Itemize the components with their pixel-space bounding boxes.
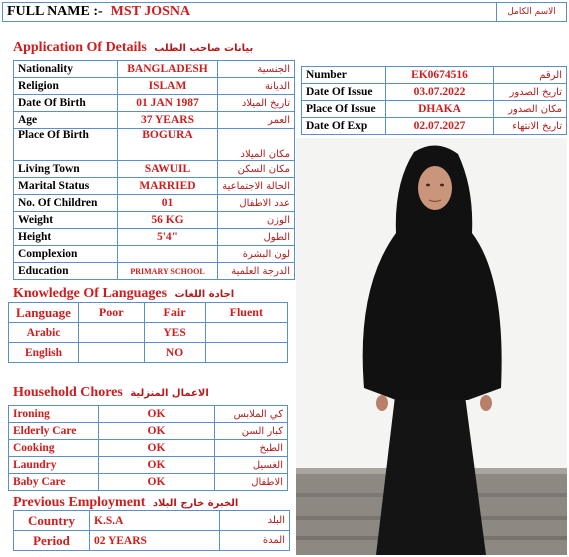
employment-value: 02 YEARS (90, 531, 220, 551)
chore-label: Laundry (9, 457, 99, 474)
table-row (14, 95, 295, 112)
row-label: No. Of Children (14, 195, 118, 212)
full-name-header (2, 2, 567, 22)
employment-title: Previous Employment (13, 495, 146, 510)
language-fluent (205, 343, 287, 363)
employment-arabic-title: الخبرة خارج البلاد (152, 498, 239, 509)
row-arabic-label: لون البشرة (218, 246, 295, 263)
full-name-value: MST JOSNA (110, 4, 191, 19)
language-name: Arabic (9, 323, 79, 343)
row-arabic-label: تاريخ الميلاد (218, 95, 295, 112)
row-value: 5'4" (118, 229, 218, 246)
employment-label: Country (14, 511, 90, 531)
application-title: Application Of Details (13, 40, 147, 55)
table-row (14, 161, 295, 178)
applicant-photo (296, 138, 567, 555)
table-row (14, 212, 295, 229)
table-row (9, 457, 288, 474)
language-name: English (9, 343, 79, 363)
row-value: 03.07.2022 (386, 84, 494, 101)
chore-arabic-label: الطبخ (215, 440, 288, 457)
table-row (14, 246, 295, 263)
chores-table (8, 405, 288, 491)
table-row (14, 229, 295, 246)
row-arabic-label: الوزن (218, 212, 295, 229)
row-label: Place Of Issue (302, 101, 386, 118)
row-arabic-label: مكان الصدور (494, 101, 567, 118)
employment-label: Period (14, 531, 90, 551)
row-arabic-label: الديانة (218, 78, 295, 95)
table-row (14, 531, 290, 551)
table-row (14, 129, 295, 161)
row-label: Religion (14, 78, 118, 95)
row-value: 56 KG (118, 212, 218, 229)
chore-value: OK (99, 474, 215, 491)
row-value (118, 246, 218, 263)
table-row (14, 78, 295, 95)
row-arabic-label: الرقم (494, 67, 567, 84)
row-value: PRIMARY SCHOOL (118, 263, 218, 280)
chore-arabic-label: الغسيل (215, 457, 288, 474)
table-row (9, 423, 288, 440)
table-row (302, 84, 567, 101)
full-name-label: FULL NAME :- (7, 4, 103, 19)
chore-label: Baby Care (9, 474, 99, 491)
table-row (9, 440, 288, 457)
row-label: Living Town (14, 161, 118, 178)
row-arabic-label: عدد الاطفال (218, 195, 295, 212)
employment-value: K.S.A (90, 511, 220, 531)
table-row (9, 343, 288, 363)
table-header-row (9, 303, 288, 323)
chore-value: OK (99, 457, 215, 474)
row-value: BOGURA (118, 129, 218, 161)
row-value: EK0674516 (386, 67, 494, 84)
header-poor: Poor (79, 303, 145, 323)
row-label: Complexion (14, 246, 118, 263)
row-label: Marital Status (14, 178, 118, 195)
table-row (9, 406, 288, 423)
row-label: Education (14, 263, 118, 280)
table-row (14, 263, 295, 280)
table-row (14, 178, 295, 195)
chore-value: OK (99, 440, 215, 457)
row-value: 02.07.2027 (386, 118, 494, 135)
row-value: ISLAM (118, 78, 218, 95)
header-fluent: Fluent (205, 303, 287, 323)
chores-title: Household Chores (13, 385, 123, 400)
row-label: Number (302, 67, 386, 84)
row-label: Nationality (14, 61, 118, 78)
chore-label: Ironing (9, 406, 99, 423)
application-arabic-title: بيانات صاحب الطلب (154, 43, 254, 54)
row-label: Date Of Exp (302, 118, 386, 135)
languages-section-title (13, 286, 234, 302)
chore-arabic-label: كي الملابس (215, 406, 288, 423)
languages-title: Knowledge Of Languages (13, 286, 168, 301)
employment-arabic-label: المدة (220, 531, 290, 551)
table-row (302, 118, 567, 135)
row-arabic-label: الطول (218, 229, 295, 246)
chores-arabic-title: الاعمال المنزلية (130, 388, 209, 399)
table-row (9, 474, 288, 491)
languages-arabic-title: اجادة اللغات (174, 289, 235, 300)
chores-section-title (13, 385, 209, 401)
employment-section-title (13, 495, 238, 511)
row-value: 01 (118, 195, 218, 212)
language-fair: YES (144, 323, 205, 343)
row-value: SAWUIL (118, 161, 218, 178)
row-arabic-label: مكان السكن (218, 161, 295, 178)
language-poor (79, 323, 145, 343)
row-arabic-label: الدرجة العلمية (218, 263, 295, 280)
chore-value: OK (99, 423, 215, 440)
row-value: MARRIED (118, 178, 218, 195)
chore-arabic-label: كبار السن (215, 423, 288, 440)
language-poor (79, 343, 145, 363)
chore-arabic-label: الاطفال (215, 474, 288, 491)
employment-table (13, 510, 290, 551)
row-label: Date Of Issue (302, 84, 386, 101)
header-fair: Fair (144, 303, 205, 323)
row-label: Date Of Birth (14, 95, 118, 112)
header-language: Language (9, 303, 79, 323)
row-label: Height (14, 229, 118, 246)
table-row (14, 61, 295, 78)
chore-value: OK (99, 406, 215, 423)
applicant-figure (296, 138, 567, 555)
row-arabic-label: مكان الميلاد (218, 129, 295, 161)
row-arabic-label: العمر (218, 112, 295, 129)
language-fluent (205, 323, 287, 343)
row-arabic-label: تاريخ الانتهاء (494, 118, 567, 135)
row-arabic-label: تاريخ الصدور (494, 84, 567, 101)
application-table (13, 60, 295, 280)
table-row (302, 67, 567, 84)
table-row (9, 323, 288, 343)
row-value: BANGLADESH (118, 61, 218, 78)
table-row (302, 101, 567, 118)
row-arabic-label: الجنسية (218, 61, 295, 78)
full-name-arabic-label: الاسم الكامل (496, 3, 566, 21)
chore-label: Cooking (9, 440, 99, 457)
passport-table (301, 66, 567, 135)
row-label: Place Of Birth (14, 129, 118, 161)
row-arabic-label: الحالة الاجتماعية (218, 178, 295, 195)
table-row (14, 511, 290, 531)
language-fair: NO (144, 343, 205, 363)
table-row (14, 112, 295, 129)
table-row (14, 195, 295, 212)
languages-table (8, 302, 288, 363)
chore-label: Elderly Care (9, 423, 99, 440)
row-label: Age (14, 112, 118, 129)
row-value: 37 YEARS (118, 112, 218, 129)
row-value: 01 JAN 1987 (118, 95, 218, 112)
employment-arabic-label: البلد (220, 511, 290, 531)
application-section-title (13, 40, 253, 56)
row-value: DHAKA (386, 101, 494, 118)
row-label: Weight (14, 212, 118, 229)
